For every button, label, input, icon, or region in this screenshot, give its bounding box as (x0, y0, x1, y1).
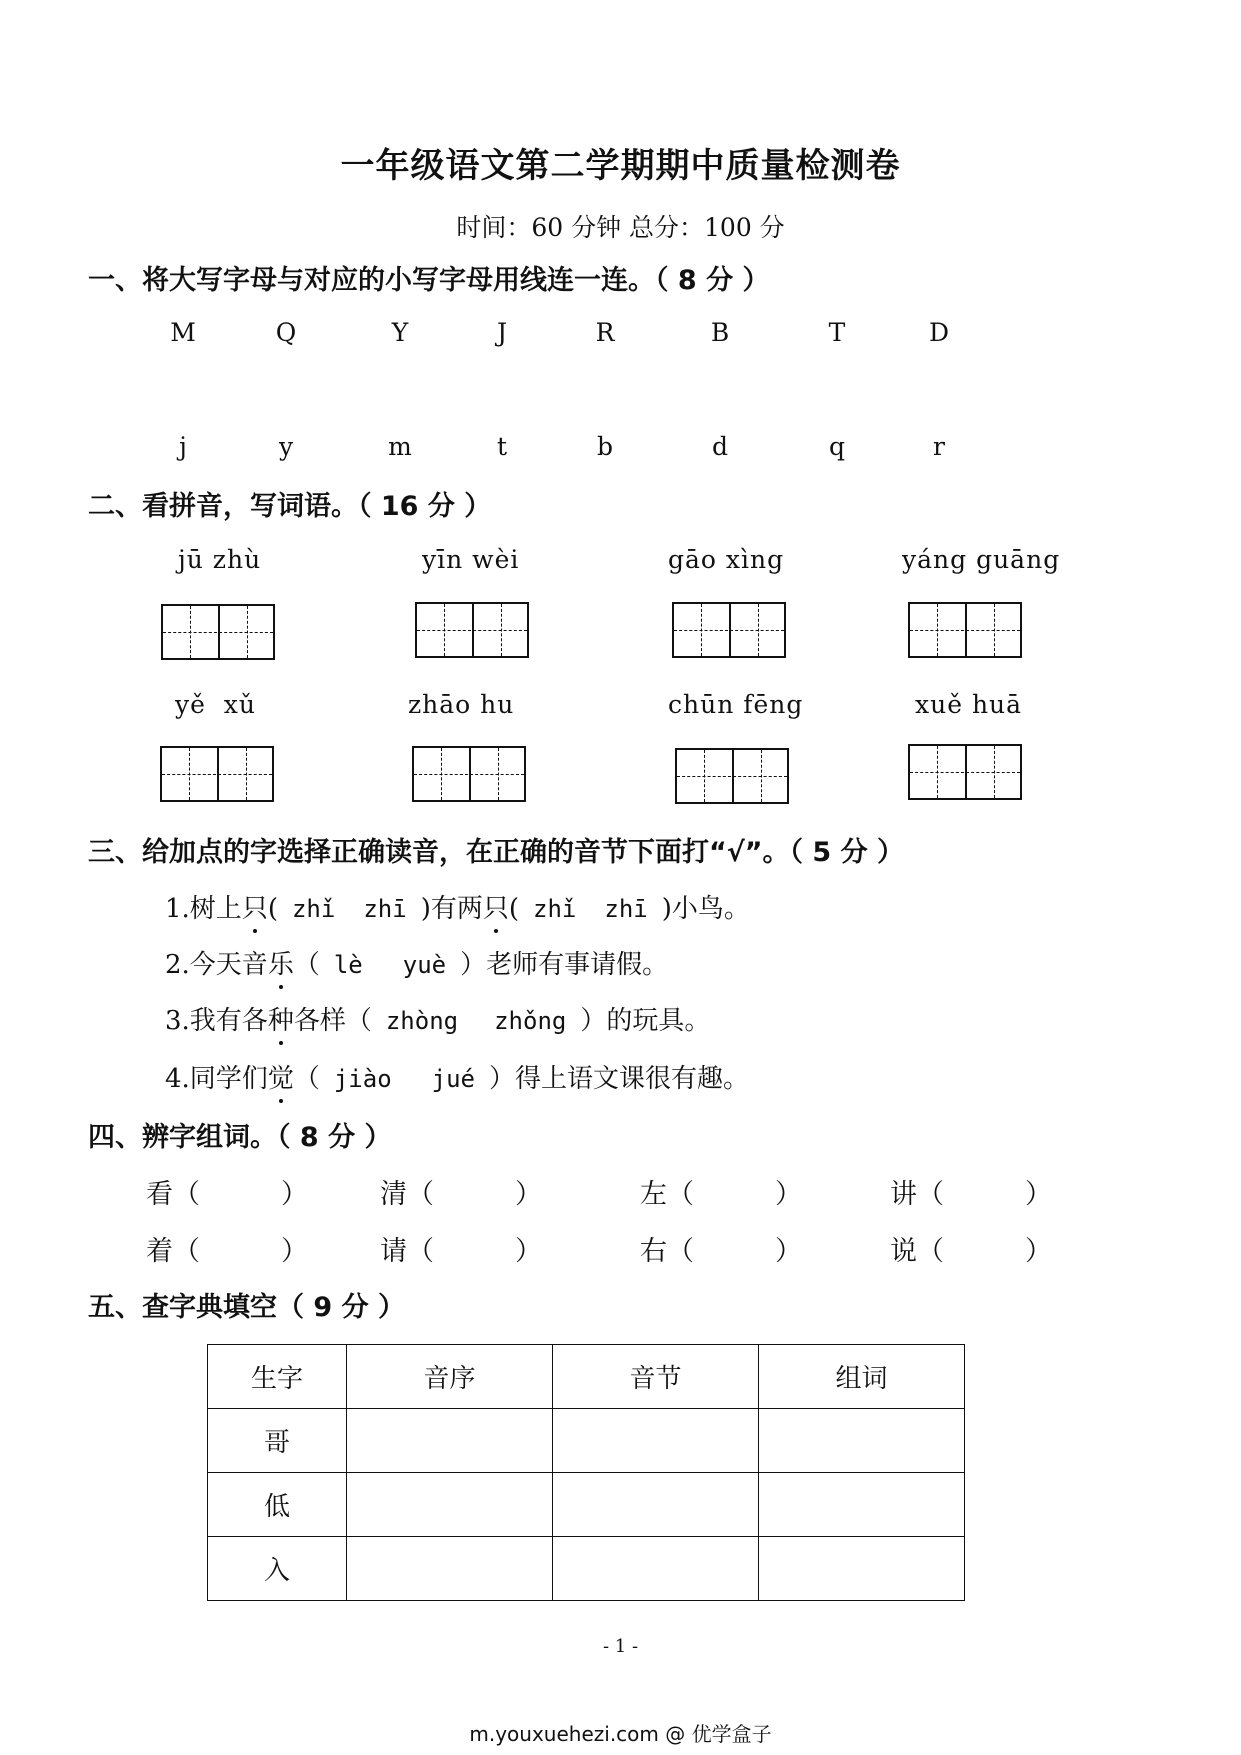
word-blank[interactable]: 着（ ） (146, 1236, 308, 1267)
section1-heading: 一、将大写字母与对应的小写字母用线连一连。（ 8 分 ） (88, 265, 770, 296)
char-cell: 低 (208, 1473, 347, 1537)
dotted-char: 乐 (268, 944, 294, 981)
answer-cell[interactable] (553, 1409, 759, 1473)
question-1 (165, 888, 750, 925)
pinyin-option[interactable]: zhǒng (494, 1007, 567, 1035)
word-blank[interactable]: 讲（ ） (890, 1179, 1052, 1210)
lowercase-letter[interactable]: r (933, 432, 945, 461)
lowercase-letter[interactable]: m (388, 432, 412, 461)
question-text: （ (293, 1064, 320, 1094)
writing-grid[interactable] (160, 746, 274, 802)
uppercase-letter[interactable]: Y (391, 318, 409, 347)
writing-grid[interactable] (672, 602, 786, 658)
table-header: 音序 (347, 1345, 553, 1409)
question-text: 3.我有各 (165, 1006, 268, 1036)
pinyin-option[interactable]: jué (431, 1065, 475, 1093)
word-blank[interactable]: 看（ ） (146, 1179, 308, 1210)
question-2 (165, 944, 668, 981)
table-header: 生字 (208, 1345, 347, 1409)
word-blank[interactable]: 左（ ） (640, 1179, 802, 1210)
dictionary-table (207, 1344, 965, 1601)
writing-grid[interactable] (675, 748, 789, 804)
table-row (208, 1473, 965, 1537)
word-blank[interactable]: 清（ ） (380, 1179, 542, 1210)
lowercase-letter[interactable]: t (496, 432, 508, 461)
dotted-char: 只 (483, 888, 509, 925)
pinyin-option[interactable]: zhī (604, 895, 648, 923)
uppercase-letter[interactable]: B (710, 318, 730, 347)
question-text: 4.同学们 (165, 1064, 268, 1094)
uppercase-letter[interactable]: T (828, 318, 846, 347)
pinyin-prompt: xuě huā (915, 690, 1023, 719)
pinyin-option[interactable]: zhī (363, 895, 407, 923)
pinyin-prompt: yáng guāng (902, 545, 1061, 574)
question-text: 1.树上 (165, 894, 242, 924)
page-number: - 1 - (602, 1636, 639, 1657)
writing-grid[interactable] (908, 602, 1022, 658)
question-text: ( (267, 894, 278, 924)
answer-cell[interactable] (347, 1473, 553, 1537)
dotted-char: 觉 (268, 1058, 294, 1095)
page-title: 一年级语文第二学期期中质量检测卷 (340, 146, 901, 186)
site-watermark[interactable]: m.youxuehezi.com @ 优学盒子 (469, 1722, 772, 1746)
uppercase-letter[interactable]: R (595, 318, 615, 347)
word-blank[interactable]: 说（ ） (890, 1236, 1052, 1267)
pinyin-option[interactable]: zhǐ (533, 895, 577, 923)
question-text: ）的玩具。 (580, 1006, 711, 1036)
pinyin-prompt: zhāo hu (408, 690, 515, 719)
lowercase-letter[interactable]: q (828, 432, 845, 461)
dotted-char: 只 (242, 888, 268, 925)
pinyin-option[interactable]: zhòng (385, 1007, 459, 1035)
question-text: （ (293, 950, 320, 980)
writing-grid[interactable] (415, 602, 529, 658)
section2-heading: 二、看拼音，写词语。（ 16 分 ） (88, 491, 492, 522)
table-header-row (208, 1345, 965, 1409)
table-header: 组词 (759, 1345, 965, 1409)
question-3 (165, 1000, 710, 1037)
pinyin-option[interactable]: lè (333, 951, 363, 979)
question-text: ）得上语文课很有趣。 (489, 1064, 750, 1094)
lowercase-letter[interactable]: d (711, 432, 728, 461)
uppercase-letter[interactable]: Q (275, 318, 297, 347)
word-blank[interactable]: 右（ ） (640, 1236, 802, 1267)
word-blank[interactable]: 请（ ） (380, 1236, 542, 1267)
lowercase-letter[interactable]: b (596, 432, 613, 461)
pinyin-option[interactable]: yuè (402, 951, 447, 979)
question-4 (165, 1058, 749, 1095)
answer-cell[interactable] (347, 1537, 553, 1601)
question-text: 2.今天音 (165, 950, 268, 980)
question-text: 各样（ (293, 1006, 372, 1036)
uppercase-letter[interactable]: J (496, 318, 508, 347)
question-text: ）老师有事请假。 (460, 950, 669, 980)
pinyin-prompt: gāo xìng (668, 545, 785, 574)
question-text: )有两 (420, 894, 483, 924)
pinyin-option[interactable]: zhǐ (291, 895, 336, 923)
answer-cell[interactable] (759, 1473, 965, 1537)
uppercase-letter[interactable]: M (170, 318, 196, 347)
pinyin-prompt: yīn wèi (422, 545, 520, 574)
question-text: )小鸟。 (661, 894, 750, 924)
writing-grid[interactable] (161, 604, 275, 660)
pinyin-option[interactable]: jiào (333, 1065, 392, 1093)
lowercase-letter[interactable]: j (179, 432, 187, 461)
pinyin-prompt: yě xǔ (175, 690, 257, 719)
answer-cell[interactable] (553, 1473, 759, 1537)
writing-grid[interactable] (908, 744, 1022, 800)
section5-heading: 五、查字典填空（ 9 分 ） (88, 1292, 405, 1323)
char-cell: 入 (208, 1537, 347, 1601)
answer-cell[interactable] (759, 1409, 965, 1473)
pinyin-prompt: chūn fēng (668, 690, 804, 719)
dotted-char: 种 (268, 1000, 294, 1037)
uppercase-letter[interactable]: D (928, 318, 950, 347)
question-text: ( (508, 894, 520, 924)
section3-heading: 三、给加点的字选择正确读音，在正确的音节下面打“√”。（ 5 分 ） (88, 837, 904, 868)
table-header: 音节 (553, 1345, 759, 1409)
writing-grid[interactable] (412, 746, 526, 802)
section4-heading: 四、辨字组词。（ 8 分 ） (88, 1122, 392, 1153)
table-row (208, 1409, 965, 1473)
answer-cell[interactable] (759, 1537, 965, 1601)
table-row (208, 1537, 965, 1601)
exam-info: 时间：60 分钟 总分：100 分 (456, 213, 785, 242)
char-cell: 哥 (208, 1409, 347, 1473)
lowercase-letter[interactable]: y (278, 432, 294, 461)
answer-cell[interactable] (347, 1409, 553, 1473)
pinyin-prompt: jū zhù (178, 545, 262, 574)
answer-cell[interactable] (553, 1537, 759, 1601)
